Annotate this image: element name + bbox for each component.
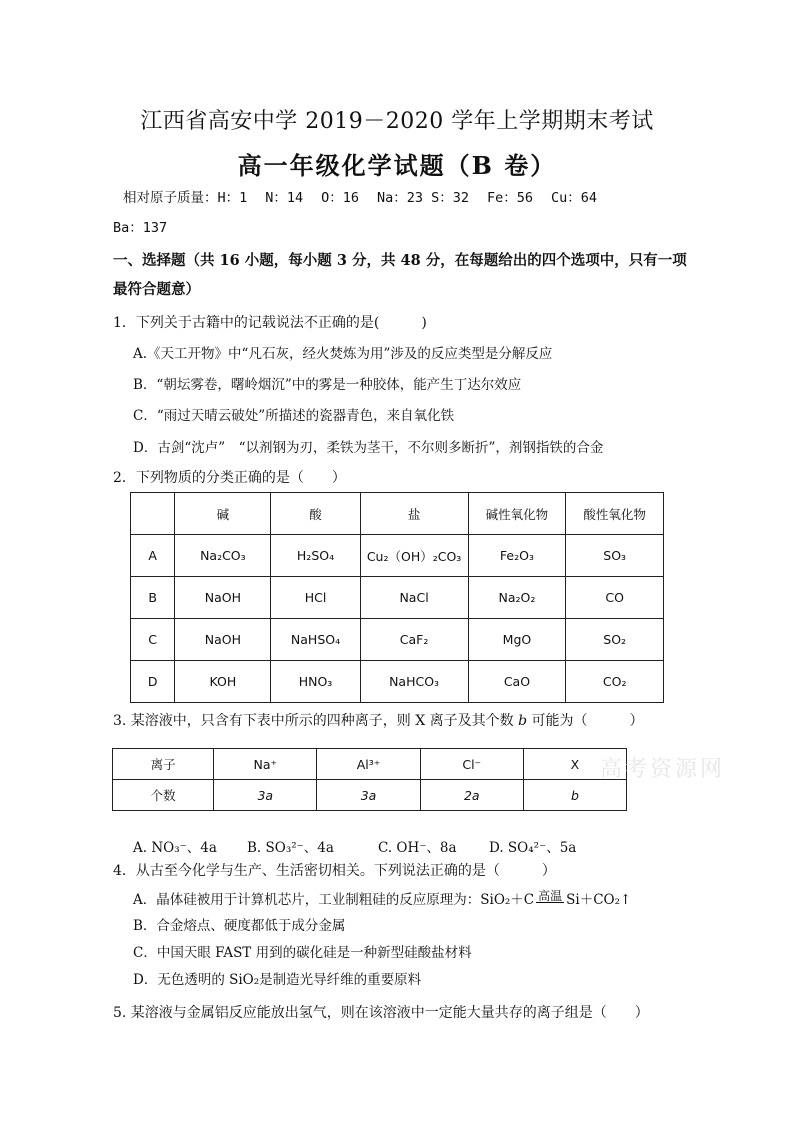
table-cell: H₂SO₄ [271, 535, 360, 577]
table-cell: 2a [420, 780, 523, 811]
q4-option-c: C．中国天眼 FAST 用到的碳化硅是一种新型硅酸盐材料 [133, 945, 472, 961]
q4-stem: 4．从古至今化学与生产、生活密切相关。下列说法正确的是（ ） [113, 863, 556, 879]
table-cell: SO₂ [566, 619, 664, 661]
q2-stem: 2．下列物质的分类正确的是（ ） [113, 470, 346, 486]
q3-option-d: D. SO₄²⁻、5a [489, 840, 577, 856]
q4-option-a [133, 888, 631, 908]
table-cell: NaCl [360, 577, 468, 619]
table-row [131, 535, 664, 577]
table-cell: Na⁺ [214, 749, 317, 780]
table-cell: NaOH [175, 619, 271, 661]
table-cell: B [131, 577, 175, 619]
q1-option-c: C．“雨过天晴云破处”所描述的瓷器青色，来自氧化铁 [133, 408, 455, 424]
table-cell: CaO [468, 661, 566, 703]
table-cell: KOH [175, 661, 271, 703]
table-cell: 个数 [113, 780, 214, 811]
table-row [131, 661, 664, 703]
q3-stem-text: 3. 某溶液中，只含有下表中所示的四种离子，则 X 离子及其个数 [113, 713, 519, 729]
q3-ion-table [112, 748, 627, 811]
table-cell: Cu₂（OH）₂CO₃ [360, 535, 468, 577]
atomic-mass-item: O：16 [321, 190, 360, 206]
atomic-mass-item: H：1 [217, 190, 248, 206]
table-cell: NaHCO₃ [360, 661, 468, 703]
table-cell: NaOH [175, 577, 271, 619]
table-cell: 3a [214, 780, 317, 811]
table-cell: CO [566, 577, 664, 619]
q3-stem-var: b [518, 713, 528, 729]
atomic-mass-item: N：14 [265, 190, 304, 206]
table-cell: Al³⁺ [317, 749, 420, 780]
table-cell: HNO₃ [271, 661, 360, 703]
atomic-mass-item: Fe：56 [486, 190, 533, 206]
reaction-condition: 高温 [538, 889, 563, 903]
atomic-mass-item: S：32 [431, 190, 469, 206]
table-cell: 碱 [175, 493, 271, 535]
table-cell: 碱性氧化物 [468, 493, 566, 535]
table-cell: b [523, 780, 626, 811]
q3-option-a: A. NO₃⁻、4a [133, 840, 217, 856]
atomic-mass-item: Cu：64 [550, 190, 597, 206]
q4-option-a-text: A．晶体硅被用于计算机芯片，工业制粗硅的反应原理为：SiO₂＋C [133, 892, 535, 908]
q3-stem [113, 710, 644, 730]
atomic-masses [123, 186, 615, 206]
table-row [131, 577, 664, 619]
q3-stem-tail: 可能为（ ） [527, 713, 644, 729]
q1-option-b: B．“朝坛雾卷，曙岭烟沉”中的雾是一种胶体，能产生丁达尔效应 [133, 377, 522, 393]
q2-classification-table [130, 492, 664, 703]
q3-option-c: C. OH⁻、8a [378, 840, 457, 856]
table-cell: D [131, 661, 175, 703]
q4-option-b: B．合金熔点、硬度都低于成分金属 [133, 918, 346, 934]
table-cell: CaF₂ [360, 619, 468, 661]
q4-option-a-products: Si＋CO₂↑ [566, 892, 632, 908]
q5-stem: 5. 某溶液与金属铝反应能放出氢气，则在该溶液中一定能大量共存的离子组是（ ） [113, 1005, 649, 1021]
table-cell: Na₂O₂ [468, 577, 566, 619]
table-cell: Cl⁻ [420, 749, 523, 780]
table-cell: CO₂ [566, 661, 664, 703]
table-cell: 酸 [271, 493, 360, 535]
q1-option-a: A.《天工开物》中“凡石灰，经火焚炼为用”涉及的反应类型是分解反应 [133, 346, 553, 362]
table-cell: A [131, 535, 175, 577]
table-header-row [131, 493, 664, 535]
table-cell: X [523, 749, 626, 780]
table-cell: C [131, 619, 175, 661]
table-cell: 3a [317, 780, 420, 811]
table-cell: NaHSO₄ [271, 619, 360, 661]
table-cell: 盐 [360, 493, 468, 535]
table-cell: 离子 [113, 749, 214, 780]
table-row [131, 619, 664, 661]
q1-stem: 1．下列关于古籍中的记载说法不正确的是( ) [113, 315, 427, 331]
table-cell: SO₃ [566, 535, 664, 577]
table-cell: Na₂CO₃ [175, 535, 271, 577]
exam-subtitle: 高一年级化学试题（B 卷） [237, 151, 557, 180]
table-cell: MgO [468, 619, 566, 661]
table-cell [131, 493, 175, 535]
section-heading: 一、选择题（共 16 小题，每小题 3 分，共 48 分，在每题给出的四个选项中，只有一项最符合题意） [113, 252, 687, 298]
atomic-mass-ba: Ba：137 [113, 220, 168, 236]
table-row [113, 780, 627, 811]
atomic-mass-item: Na：23 [377, 190, 424, 206]
table-cell: Fe₂O₃ [468, 535, 566, 577]
table-header-row [113, 749, 627, 780]
q4-option-d: D．无色透明的 SiO₂是制造光导纤维的重要原料 [133, 972, 422, 988]
atomic-masses-label: 相对原子质量： [123, 190, 218, 206]
exam-title: 江西省高安中学 2019－2020 学年上学期期末考试 [140, 109, 654, 134]
watermark: 高考资源网 [600, 757, 726, 782]
q3-option-b: B. SO₃²⁻、4a [247, 840, 334, 856]
table-cell: 酸性氧化物 [566, 493, 664, 535]
table-cell: HCl [271, 577, 360, 619]
q1-option-d: D．古剑“沈卢” “以剂钢为刃，柔铁为茎干，不尔则多断折”，剂钢指铁的合金 [133, 440, 604, 456]
